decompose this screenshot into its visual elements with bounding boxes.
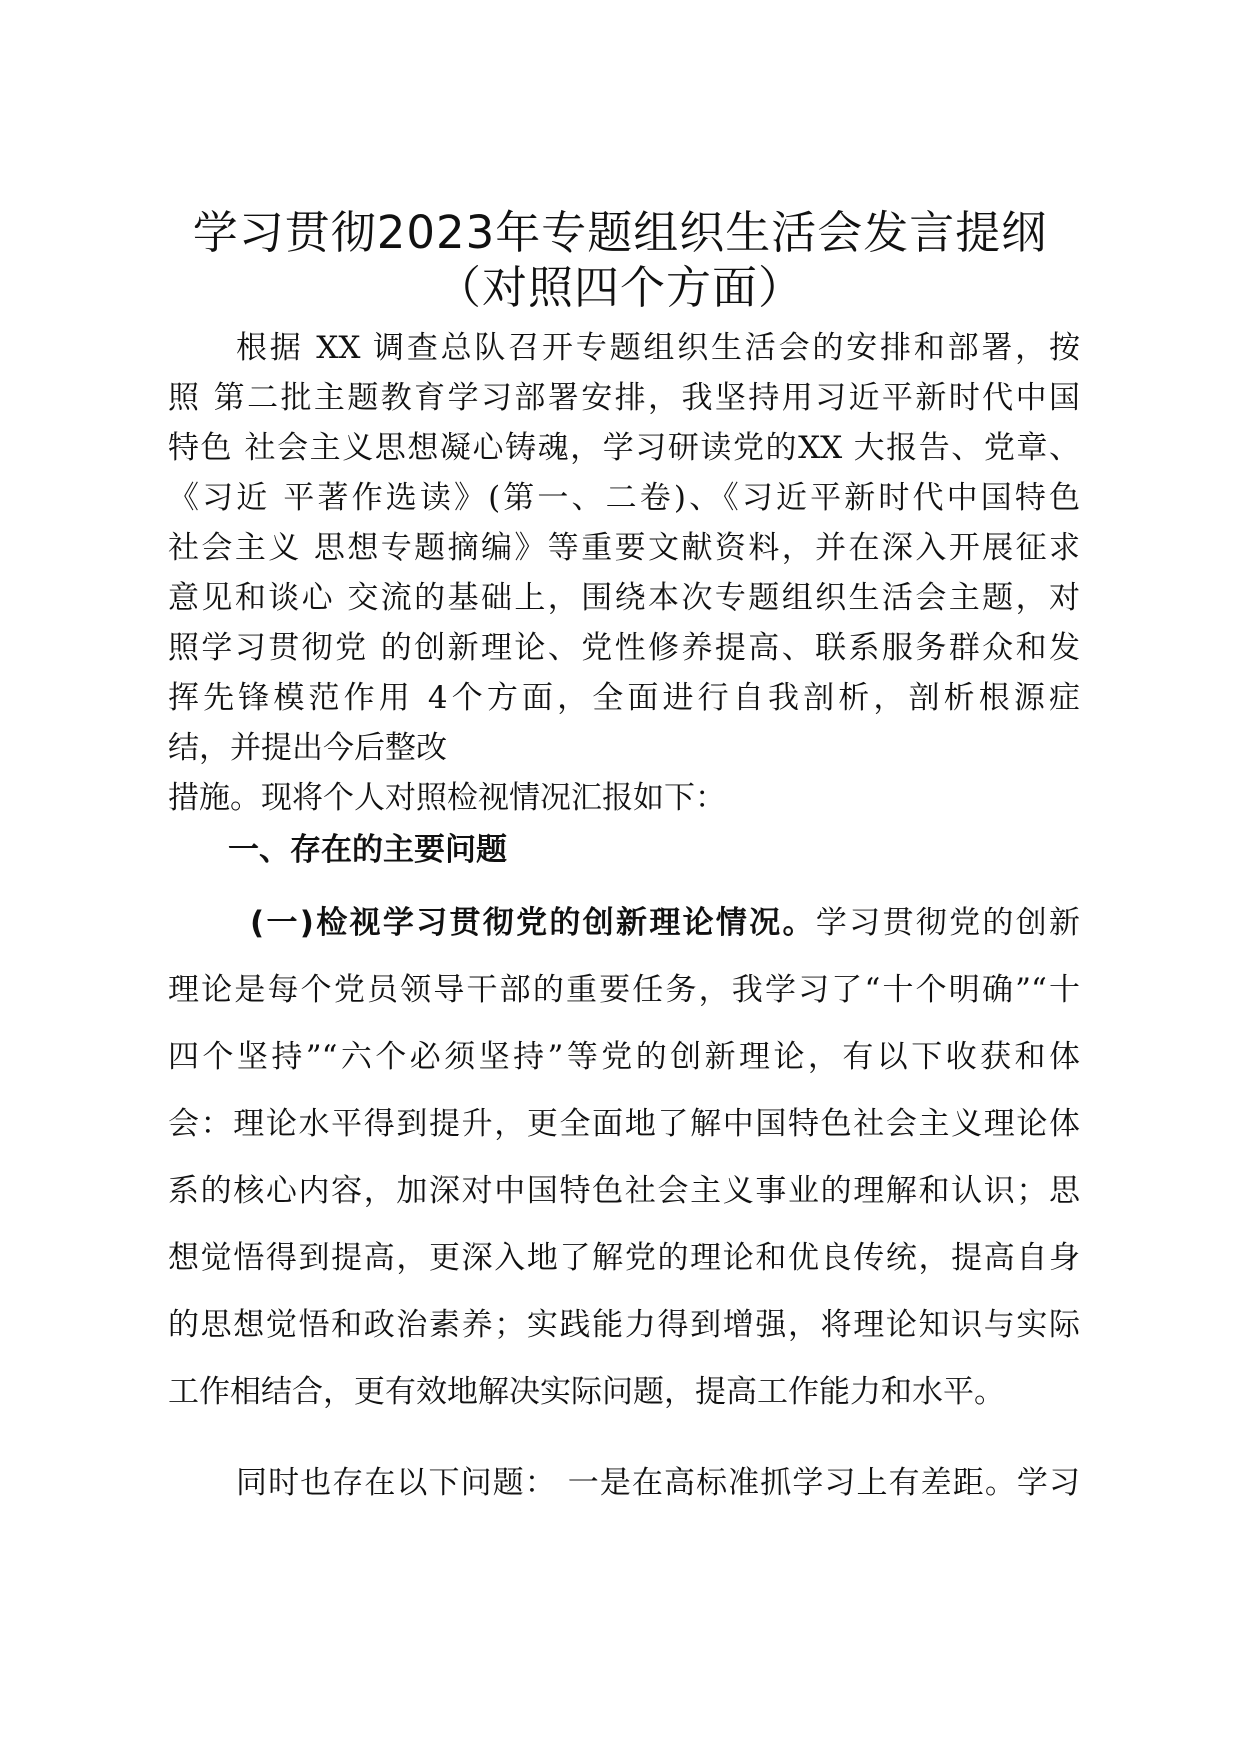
intro-line: 特色 社会主义思想凝心铸魂，学习研读党的XX 大报告、党章、: [168, 430, 1080, 466]
intro-line: 意见和谈心 交流的基础上，围绕本次专题组织生活会主题，对: [168, 580, 1080, 616]
closing-line: 同时也存在以下问题： 一是在高标准抓学习上有差距。学习: [236, 1465, 1080, 1501]
document-subtitle: （对照四个方面）: [435, 261, 804, 314]
intro-line: 照 第二批主题教育学习部署安排，我坚持用习近平新时代中国: [168, 380, 1080, 416]
subsection-line: 系的核心内容，加深对中国特色社会主义事业的理解和认识；思: [168, 1173, 1080, 1209]
document-title: 学习贯彻2023年专题组织生活会发言提纲: [192, 206, 1048, 259]
intro-line: 挥先锋模范作用 4个方面，全面进行自我剖析，剖析根源症: [168, 680, 1080, 716]
subsection-line: 四个坚持”“六个必须坚持”等党的创新理论，有以下收获和体: [168, 1039, 1080, 1075]
subsection-first-rest: 学习贯彻党的创新: [815, 905, 1081, 941]
intro-line: 根据 XX 调查总队召开专题组织生活会的安排和部署，按: [236, 330, 1080, 366]
subsection-first-line: [250, 903, 1080, 943]
subsection-line: 的思想觉悟和政治素养；实践能力得到增强，将理论知识与实际: [168, 1307, 1080, 1343]
subsection-line: 想觉悟得到提高，更深入地了解党的理论和优良传统，提高自身: [168, 1240, 1080, 1276]
subsection-line: 会：理论水平得到提升，更全面地了解中国特色社会主义理论体: [168, 1106, 1080, 1142]
subsection-line: 理论是每个党员领导干部的重要任务，我学习了“十个明确”“十: [168, 972, 1080, 1008]
intro-line: 社会主义 思想专题摘编》等重要文献资料，并在深入开展征求: [168, 530, 1080, 566]
intro-line: 措施。现将个人对照检视情况汇报如下：: [168, 780, 726, 816]
intro-line: 《习近 平著作选读》(第一、二卷)、《习近平新时代中国特色: [168, 480, 1080, 516]
section-heading: 一、存在的主要问题: [228, 832, 507, 868]
subsection-line: 工作相结合，更有效地解决实际问题，提高工作能力和水平。: [168, 1374, 1005, 1410]
intro-line: 照学习贯彻党 的创新理论、党性修养提高、联系服务群众和发: [168, 630, 1080, 666]
subsection-lead: (一)检视学习贯彻党的创新理论情况。: [250, 905, 816, 941]
intro-line: 结，并提出今后整改: [168, 730, 447, 766]
